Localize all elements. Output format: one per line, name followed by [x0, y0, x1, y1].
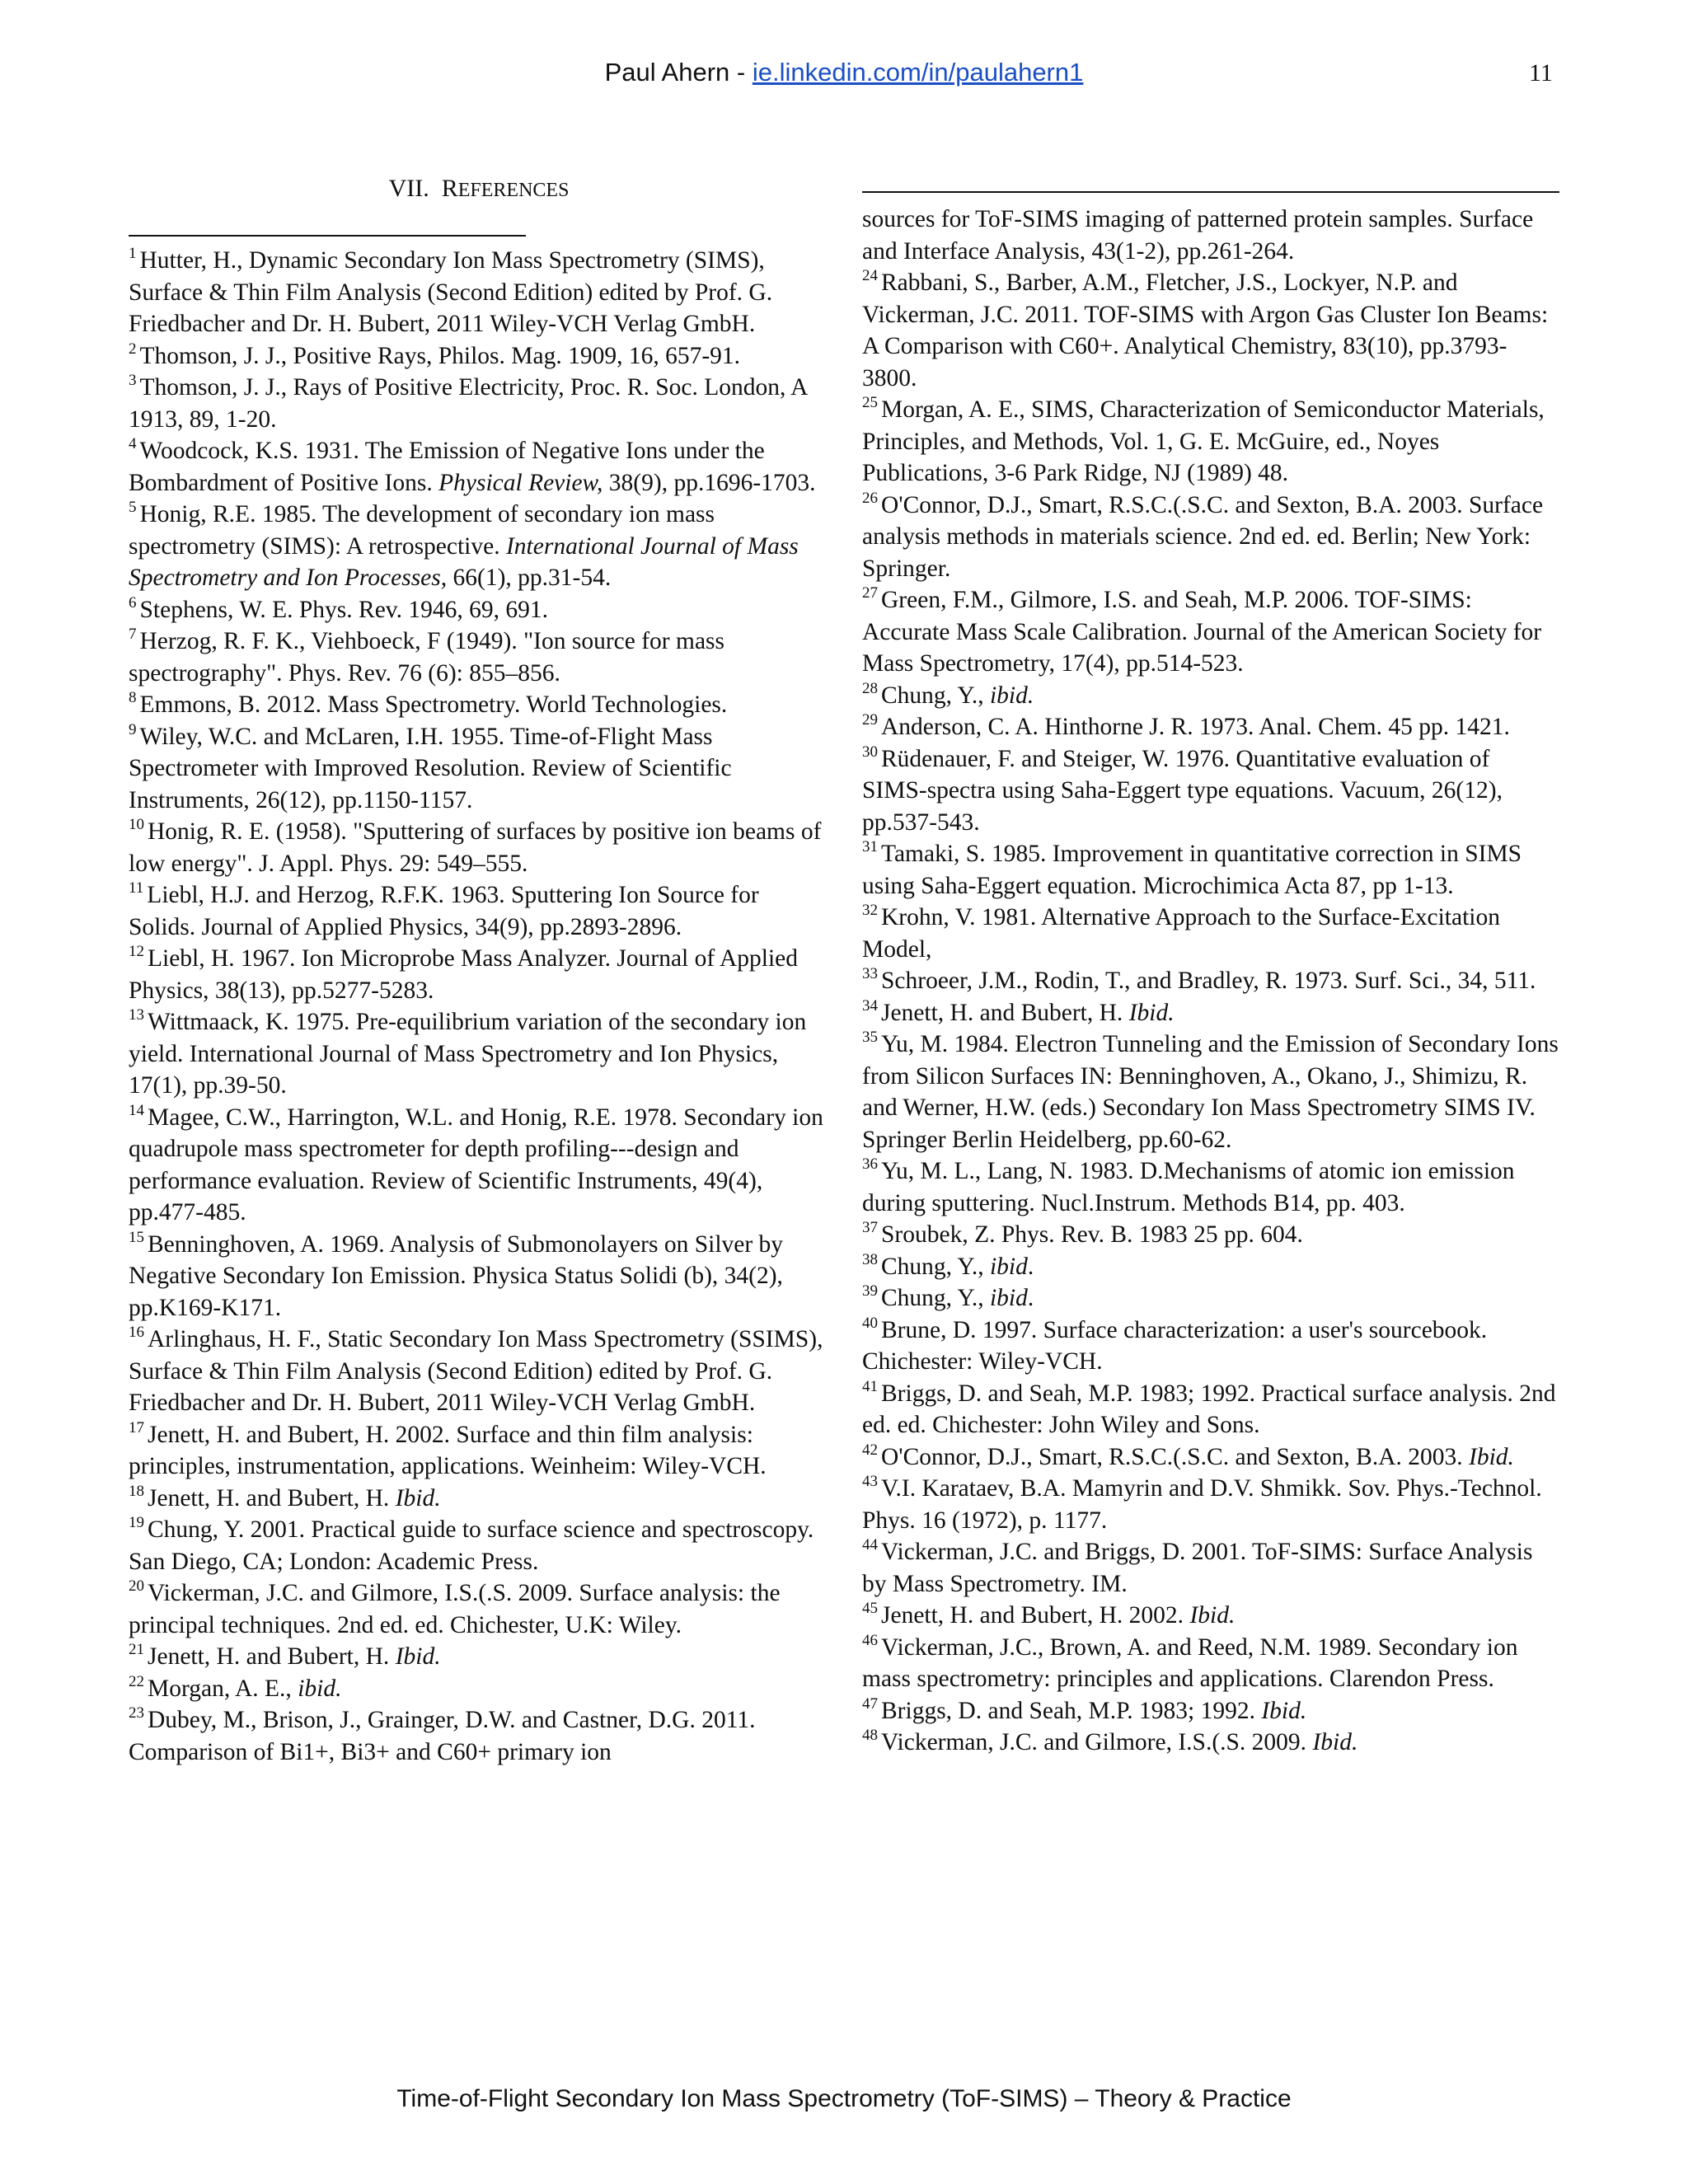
footnote-46 [862, 1632, 1559, 1695]
footnote-25 [862, 394, 1559, 490]
footnote-marker: 26 [862, 489, 878, 507]
footnote-italic: ibid. [989, 682, 1034, 709]
footnote-text: Chung, Y., [881, 1285, 990, 1311]
footnote-text: Jenett, H. and Bubert, H. 2002. Surface and thin film analysis: principles, instrumentation, applications. Weinheim: Wiley-VCH. [129, 1421, 767, 1479]
footnote-marker: 17 [129, 1418, 144, 1436]
footnote-text: O'Connor, D.J., Smart, R.S.C.(.S.C. and Sexton, B.A. 2003. Surface analysis methods in materials science. 2nd ed. ed. Berlin; New York: Springer. [862, 491, 1544, 582]
footnote-marker: 38 [862, 1250, 878, 1268]
footnote-text: Emmons, B. 2012. Mass Spectrometry. World Technologies. [139, 691, 728, 718]
footnote-text: O'Connor, D.J., Smart, R.S.C.(.S.C. and Sexton, B.A. 2003. [881, 1443, 1469, 1470]
footnote-marker: 20 [129, 1577, 144, 1595]
footnote-marker: 7 [129, 626, 137, 643]
footnote-text: Liebl, H. 1967. Ion Microprobe Mass Analyzer. Journal of Applied Physics, 38(13), pp.5277-5283. [129, 945, 798, 1004]
footnote-text: Thomson, J. J., Rays of Positive Electricity, Proc. R. Soc. London, A 1913, 89, 1-20. [129, 374, 807, 433]
footnote-text: Chung, Y., [881, 1253, 990, 1280]
footnote-separator-right [862, 191, 1559, 193]
footnote-10 [129, 816, 829, 879]
footnote-marker: 39 [862, 1282, 878, 1300]
footnote-marker: 41 [862, 1377, 878, 1395]
footnote-text: Arlinghaus, H. F., Static Secondary Ion Mass Spectrometry (SSIMS), Surface & Thin Film Analysis (Second Edition) edited by Prof. G. Friedbacher and Dr. H. Bubert, 2011 Wiley-VCH Verlag GmbH. [129, 1326, 823, 1416]
section-title-rest: EFERENCES [457, 180, 570, 201]
footnote-italic: Ibid. [1128, 999, 1175, 1026]
footnote-text: Morgan, A. E., [148, 1675, 298, 1702]
footnote-44 [862, 1536, 1559, 1600]
footnote-41 [862, 1378, 1559, 1441]
footnote-text: Rabbani, S., Barber, A.M., Fletcher, J.S., Lockyer, N.P. and Vickerman, J.C. 2011. TOF-SIMS with Argon Gas Cluster Ion Beams: A Comparison with C60+. Analytical Chemistry, 83(10), pp.3793-3800. [862, 269, 1549, 391]
footnote-marker: 24 [862, 267, 878, 284]
footnote-2 [129, 340, 829, 373]
footnote-marker: 27 [862, 584, 878, 602]
footnote-tail: 38(9), pp.1696-1703. [603, 469, 816, 496]
footnote-text: Benninghoven, A. 1969. Analysis of Submonolayers on Silver by Negative Secondary Ion Emission. Physica Status Solidi (b), 34(2), pp.K169-K171. [129, 1230, 784, 1321]
footnote-text: Honig, R.E. 1985. The development of secondary ion mass spectrometry (SIMS): A retrospective. [129, 501, 715, 560]
footnote-30 [862, 743, 1559, 839]
footnote-35 [862, 1029, 1559, 1155]
footnote-21 [129, 1641, 829, 1673]
linkedin-link[interactable]: ie.linkedin.com/in/paulahern1 [752, 58, 1084, 87]
footnote-text: Wiley, W.C. and McLaren, I.H. 1955. Time-of-Flight Mass Spectrometer with Improved Resolution. Review of Scientific Instruments, 26(12), pp.1150-1157. [129, 723, 732, 813]
footnote-34 [862, 997, 1559, 1029]
footnote-9 [129, 721, 829, 817]
footnote-16 [129, 1324, 829, 1419]
footnote-marker: 47 [862, 1694, 878, 1713]
footnote-marker: 4 [129, 435, 137, 452]
footnote-marker: 12 [129, 943, 144, 960]
footnote-marker: 25 [862, 394, 878, 411]
footnote-26 [862, 490, 1559, 585]
footnote-marker: 32 [862, 902, 878, 919]
footnote-20 [129, 1577, 829, 1641]
footnote-italic: Ibid. [395, 1484, 441, 1511]
footnote-text: Sroubek, Z. Phys. Rev. B. 1983 25 pp. 604. [881, 1221, 1303, 1248]
footnote-12 [129, 943, 829, 1006]
footnote-marker: 1 [129, 245, 137, 262]
footnote-marker: 14 [129, 1101, 144, 1119]
footnote-text: Brune, D. 1997. Surface characterization: a user's sourcebook. Chichester: Wiley-VCH. [862, 1316, 1488, 1375]
footnote-text: Stephens, W. E. Phys. Rev. 1946, 69, 691. [139, 596, 549, 623]
footnote-15 [129, 1229, 829, 1324]
footnote-text: Woodcock, K.S. 1931. The Emission of Negative Ions under the Bombardment of Positive Ions. [129, 438, 765, 496]
footnote-marker: 31 [862, 838, 878, 855]
footnote-text: Thomson, J. J., Positive Rays, Philos. Mag. 1909, 16, 657-91. [139, 342, 741, 369]
footnote-7 [129, 626, 829, 689]
footnote-11 [129, 879, 829, 943]
footnote-1 [129, 245, 829, 340]
section-number: VII. [388, 175, 429, 202]
footnote-text: Rüdenauer, F. and Steiger, W. 1976. Quantitative evaluation of SIMS-spectra using Saha-Eggert type equations. Vacuum, 26(12), pp.537-543. [862, 745, 1503, 836]
page-footer: Time-of-Flight Secondary Ion Mass Spectrometry (ToF-SIMS) – Theory & Practice [396, 2085, 1292, 2112]
footnote-italic: Ibid. [1469, 1443, 1514, 1470]
footnote-28 [862, 680, 1559, 712]
footnote-separator-left [129, 235, 526, 237]
footnote-37 [862, 1219, 1559, 1251]
section-title-initial: R [441, 175, 458, 202]
page-number: 11 [1529, 59, 1553, 87]
footnote-marker: 34 [862, 996, 878, 1015]
footnote-text: Magee, C.W., Harrington, W.L. and Honig, R.E. 1978. Secondary ion quadrupole mass spectrometer for depth profiling---design and performance evaluation. Review of Scientific Instruments, 49(4), pp.477-485. [129, 1104, 823, 1226]
footnote-text: Chung, Y., [881, 682, 990, 709]
footnote-31 [862, 838, 1559, 902]
footnote-27 [862, 584, 1559, 680]
footnote-43 [862, 1473, 1559, 1536]
footnote-40 [862, 1315, 1559, 1378]
footnote-text: V.I. Karataev, B.A. Mamyrin and D.V. Shmikk. Sov. Phys.-Technol. Phys. 16 (1972), p. 1177. [862, 1475, 1542, 1534]
footnote-3 [129, 372, 829, 435]
footnote-tail: 66(1), pp.31-54. [447, 565, 612, 591]
footnote-33 [862, 965, 1559, 997]
footnote-38 [862, 1251, 1559, 1283]
footnote-text: Hutter, H., Dynamic Secondary Ion Mass Spectrometry (SIMS), Surface & Thin Film Analysis (Second Edition) edited by Prof. G. Friedbacher and Dr. H. Bubert, 2011 Wiley-VCH Verlag GmbH. [129, 247, 773, 337]
footnote-8 [129, 689, 829, 721]
footnote-19 [129, 1514, 829, 1577]
footnote-text: Wittmaack, K. 1975. Pre-equilibrium variation of the secondary ion yield. International Journal of Mass Spectrometry and Ion Physics, 17(1), pp.39-50. [129, 1009, 807, 1099]
footnote-marker: 19 [129, 1514, 144, 1531]
footnote-marker: 22 [129, 1672, 144, 1690]
footnote-text: Schroeer, J.M., Rodin, T., and Bradley, R. 1973. Surf. Sci., 34, 511. [881, 968, 1536, 994]
footnote-text: Tamaki, S. 1985. Improvement in quantitative correction in SIMS using Saha-Eggert equation. Microchimica Acta 87, pp 1-13. [862, 841, 1522, 899]
footnote-marker: 28 [862, 679, 878, 697]
footnote-text: Vickerman, J.C. and Gilmore, I.S.(.S. 2009. [881, 1729, 1313, 1755]
footnote-text: Briggs, D. and Seah, M.P. 1983; 1992. Practical surface analysis. 2nd ed. ed. Chichester: John Wiley and Sons. [862, 1380, 1556, 1438]
footnote-marker: 30 [862, 743, 878, 761]
footnote-text: Krohn, V. 1981. Alternative Approach to the Surface-Excitation Model, [862, 904, 1500, 963]
footnote-marker: 13 [129, 1006, 144, 1024]
footnote-italic: Physical Review, [438, 469, 603, 496]
footnote-marker: 16 [129, 1324, 144, 1341]
footnote-17 [129, 1419, 829, 1483]
footnote-22 [129, 1673, 829, 1705]
footnote-italic: Ibid. [1312, 1729, 1358, 1755]
footnote-marker: 43 [862, 1473, 878, 1490]
footnote-italic: ibid [989, 1253, 1028, 1280]
footnote-text: Liebl, H.J. and Herzog, R.F.K. 1963. Sputtering Ion Source for Solids. Journal of Applied Physics, 34(9), pp.2893-2896. [129, 882, 759, 940]
footnote-47 [862, 1695, 1559, 1727]
footnote-marker: 10 [129, 816, 144, 833]
footnote-text: Yu, M. L., Lang, N. 1983. D.Mechanisms of atomic ion emission during sputtering. Nucl.Instrum. Methods B14, pp. 403. [862, 1158, 1515, 1216]
footnote-italic: Ibid. [1189, 1602, 1236, 1629]
section-heading [129, 175, 829, 203]
footnote-24 [862, 267, 1559, 394]
footnote-marker: 9 [129, 720, 137, 738]
footnote-text: Vickerman, J.C. and Gilmore, I.S.(.S. 2009. Surface analysis: the principal techniques. 2nd ed. ed. Chichester, U.K: Wiley. [129, 1580, 781, 1638]
page-header [0, 58, 1688, 87]
footnote-text: Jenett, H. and Bubert, H. [881, 999, 1129, 1026]
footnote-text: Chung, Y. 2001. Practical guide to surface science and spectroscopy. San Diego, CA; London: Academic Press. [129, 1516, 814, 1575]
footnote-tail: . [1027, 1253, 1034, 1280]
footnote-text: Dubey, M., Brison, J., Grainger, D.W. and Castner, D.G. 2011. Comparison of Bi1+, Bi3+ and C60+ primary ion [129, 1707, 756, 1765]
footnote-text: Honig, R. E. (1958). "Sputtering of surfaces by positive ion beams of low energy". J. Appl. Phys. 29: 549–555. [129, 818, 822, 877]
footnote-marker: 44 [862, 1536, 878, 1554]
footnote-42 [862, 1441, 1559, 1474]
continued-footnote: sources for ToF-SIMS imaging of patterned protein samples. Surface and Interface Analysis, 43(1-2), pp.261-264. [862, 206, 1534, 265]
footnote-32 [862, 902, 1559, 965]
footnote-6 [129, 594, 829, 626]
footnote-5 [129, 499, 829, 594]
footnote-italic: ibid. [298, 1675, 342, 1702]
footnote-marker: 37 [862, 1219, 878, 1236]
footnote-marker: 3 [129, 372, 137, 389]
footnotes-right-column [862, 204, 1559, 1759]
footnote-text: Jenett, H. and Bubert, H. [148, 1484, 396, 1511]
footnote-13 [129, 1006, 829, 1102]
footnote-23 [129, 1704, 829, 1768]
footnote-text: Morgan, A. E., SIMS, Characterization of Semiconductor Materials, Principles, and Methods, Vol. 1, G. E. McGuire, ed., Noyes Publications, 3-6 Park Ridge, NJ (1989) 48. [862, 396, 1545, 486]
footnote-italic: Ibid. [1261, 1697, 1307, 1724]
footnote-14 [129, 1102, 829, 1229]
footnote-italic: International Journal of Mass Spectrometry and Ion Processes, [129, 532, 799, 591]
footnote-text: Herzog, R. F. K., Viehboeck, F (1949). "Ion source for mass spectrography". Phys. Rev. 76 (6): 855–856. [129, 628, 724, 687]
footnote-marker: 11 [129, 879, 144, 897]
footnote-text: Jenett, H. and Bubert, H. [148, 1643, 396, 1670]
footnote-italic: Ibid. [395, 1643, 441, 1670]
footnotes-left-column [129, 245, 829, 1768]
footnote-39 [862, 1282, 1559, 1315]
footnote-marker: 45 [862, 1600, 878, 1617]
footnote-italic: ibid [989, 1285, 1028, 1311]
footnote-text: Yu, M. 1984. Electron Tunneling and the Emission of Secondary Ions from Silicon Surfaces IN: Benninghoven, A., Okano, J., Shimizu, R. and Werner, H.W. (eds.) Secondary Ion Mass Spectrometry SIMS IV. Springer Berlin Heidelberg, pp.60-62. [862, 1031, 1559, 1153]
footnote-marker: 6 [129, 593, 137, 612]
footnote-48 [862, 1727, 1559, 1759]
footnote-marker: 2 [129, 340, 137, 358]
footnote-text: Vickerman, J.C., Brown, A. and Reed, N.M. 1989. Secondary ion mass spectrometry: principles and applications. Clarendon Press. [862, 1633, 1518, 1692]
footnote-marker: 48 [862, 1727, 878, 1744]
footnote-marker: 40 [862, 1314, 878, 1332]
footnote-29 [862, 711, 1559, 743]
footnote-marker: 23 [129, 1704, 144, 1722]
footnote-marker: 21 [129, 1641, 144, 1658]
footnote-text: Briggs, D. and Seah, M.P. 1983; 1992. [881, 1697, 1262, 1724]
footnote-marker: 8 [129, 689, 137, 706]
footnote-text: Jenett, H. and Bubert, H. 2002. [881, 1602, 1190, 1629]
footnote-marker: 33 [862, 965, 878, 982]
footnote-marker: 29 [862, 711, 878, 729]
footnote-4 [129, 435, 829, 499]
footnote-marker: 18 [129, 1482, 144, 1500]
footnote-marker: 15 [129, 1228, 144, 1246]
footnote-marker: 42 [862, 1441, 878, 1459]
footnote-marker: 35 [862, 1029, 878, 1046]
footnote-marker: 36 [862, 1155, 878, 1173]
footnote-marker: 5 [129, 499, 137, 516]
footnote-tail: . [1027, 1285, 1034, 1311]
footnote-text: Vickerman, J.C. and Briggs, D. 2001. ToF-SIMS: Surface Analysis by Mass Spectrometry. IM. [862, 1539, 1533, 1597]
footnote-45 [862, 1600, 1559, 1632]
header-author: Paul Ahern - [604, 58, 753, 87]
footnote-text: Anderson, C. A. Hinthorne J. R. 1973. Anal. Chem. 45 pp. 1421. [881, 714, 1510, 740]
footnote-marker: 46 [862, 1631, 878, 1649]
footnote-36 [862, 1155, 1559, 1219]
footnote-text: Green, F.M., Gilmore, I.S. and Seah, M.P. 2006. TOF-SIMS: Accurate Mass Scale Calibration. Journal of the American Society for Mass Spectrometry, 17(4), pp.514-523. [862, 587, 1542, 677]
footnote-18 [129, 1483, 829, 1515]
